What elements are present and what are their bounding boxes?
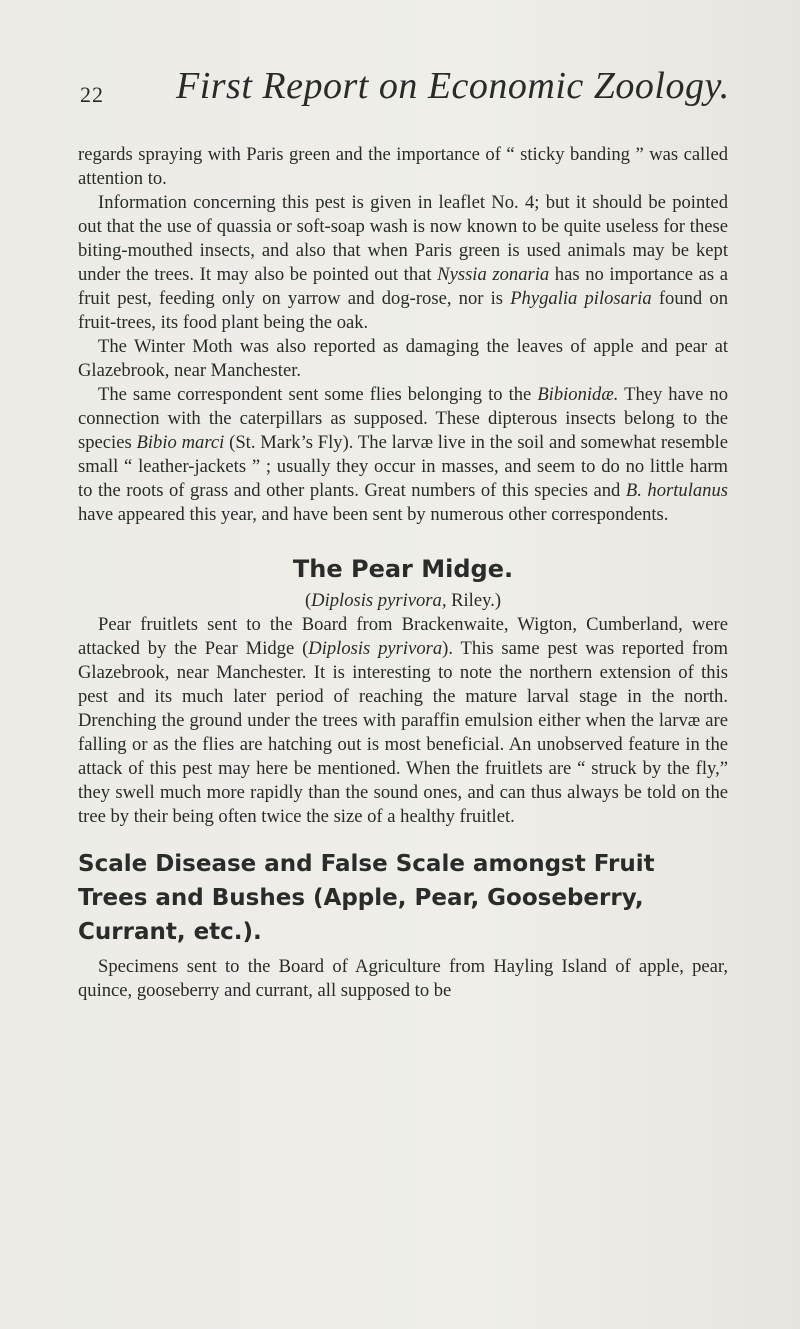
paragraph-bibionidae: The same correspondent sent some flies belonging to the Bibionidæ. They have no connection with the caterpillars as supposed. These dipterous insects belong to the species Bibio marci (St. Mark’s Fly). The larvæ live in the soil and somewhat resemble small “ leather-jackets ” ; usually they occur in masses, and seem to do no little harm to the roots of grass and other plants. Great numbers of this species and B. hortulanus have appeared this year, and have been sent by numerous other correspondents. [78,384,729,525]
paragraph-information: Information concerning this pest is given in leaflet No. 4; but it should be pointed out that the use of quassia or soft-soap wash is now known to be quite useless for these biting-mouthed insects, and also that when Paris green is used animals may be kept under the trees. It may also be pointed out that Nyssia zonaria has no importance as a fruit pest, feeding only on yarrow and dog-rose, nor is Phygalia pilosaria found on fruit-trees, its food plant being the oak. [78,192,728,333]
species-name: Phygalia pilosaria [510,288,652,309]
running-title: First Report on Economic Zoology. [176,65,730,107]
paragraph-winter-moth: The Winter Moth was also reported as damaging the leaves of apple and pear at Glazebrook, near Manchester. [78,336,728,381]
page-body [78,143,728,1003]
section-subtitle: (Diplosis pyrivora, Riley.) [304,590,502,611]
paragraph-pear-midge: Pear fruitlets sent to the Board from Brackenwaite, Wigton, Cumberland, were attacked by the Pear Midge (Diplosis pyrivora). This same pest was reported from Glazebrook, near Manchester. It is interesting to note the northern extension of this pest and its much later period of reaching the mature larval stage in the north. Drenching the ground under the trees with paraffin emulsion either when the larvæ are falling or as the flies are hatching out is most beneficial. An unobserved feature in the attack of this pest may here be mentioned. When the fruitlets are “ struck by the fly,” they swell much more rapidly than the sound ones, and can thus always be told on the tree by their being often twice the size of a healthy fruitlet. [78,614,728,827]
species-name: Diplosis pyrivora [308,638,443,659]
species-name: Nyssia zonaria [437,264,550,285]
family-name: Bibionidæ. [537,384,619,405]
page-header [76,64,730,107]
paragraph-sticky-banding: regards spraying with Paris green and the importance of “ sticky banding ” was called attention to. [78,144,728,189]
paragraph-scale-specimens: Specimens sent to the Board of Agriculture from Hayling Island of apple, pear, quince, gooseberry and currant, all supposed to be [78,956,728,1001]
section-heading-scale-disease: Scale Disease and False Scale amongst Fruit Trees and Bushes (Apple, Pear, Gooseberry, Currant, etc.). [78,851,655,945]
section-heading-pear-midge: The Pear Midge. [292,555,514,583]
species-name: Bibio marci [136,432,225,453]
page-number: 22 [80,82,104,107]
species-name: B. hortulanus [625,480,728,501]
